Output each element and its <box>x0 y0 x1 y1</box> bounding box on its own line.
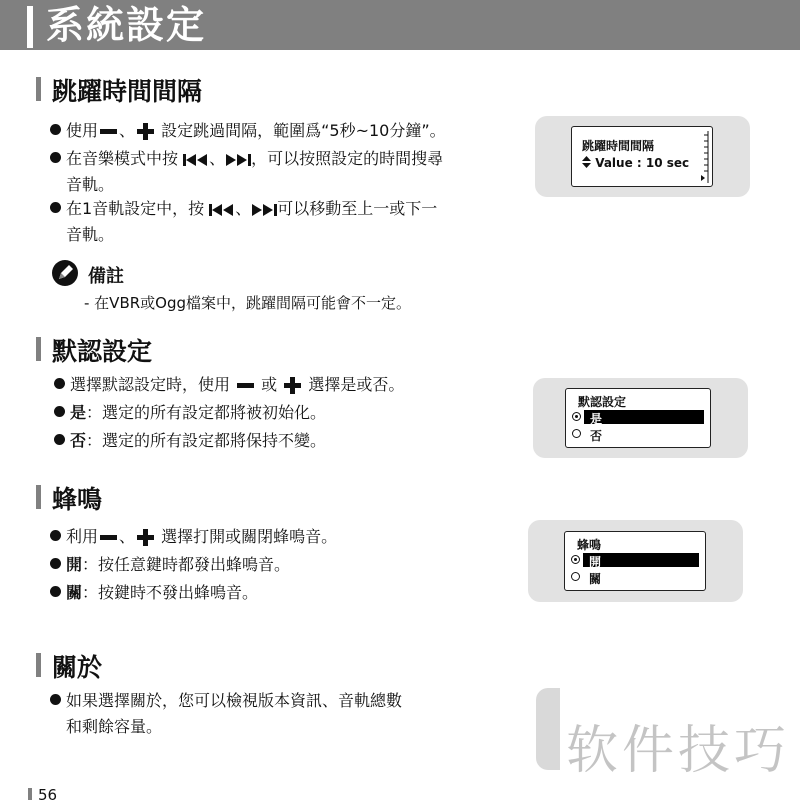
list-item-continuation: 音軌。 <box>66 175 115 194</box>
plus-button-icon <box>137 529 154 546</box>
list-item: 在1音軌設定中，按 、 可以移動至上一或下一 <box>50 196 437 222</box>
minus-button-icon <box>100 129 117 134</box>
list-item: 利用 、 選擇打開或關閉蜂鳴音。 <box>50 524 337 550</box>
list-item: 是：選定的所有設定都將被初始化。 <box>54 400 326 426</box>
list-item: 選擇默認設定時，使用 或 選擇是或否。 <box>54 372 404 398</box>
section-marker <box>36 653 41 677</box>
watermark-bar <box>536 688 560 770</box>
list-item: 在音樂模式中按 、 ，可以按照設定的時間搜尋 <box>50 146 443 172</box>
option-row-selected: 是 <box>584 410 704 424</box>
watermark-text: 软件技巧 <box>566 721 791 781</box>
page-number-marker <box>28 788 32 800</box>
section-title-skip: 跳躍時間間隔 <box>52 77 203 106</box>
bullet-dot <box>50 694 61 705</box>
screen-value: Value : 10 sec <box>595 156 690 170</box>
radio-selected <box>572 412 581 421</box>
list-item-continuation: 音軌。 <box>66 225 115 244</box>
up-down-arrow-icon <box>582 156 591 168</box>
screen-value-row <box>582 156 689 170</box>
note-label: 備註 <box>88 266 124 287</box>
list-item: 使用 、 設定跳過間隔，範圍爲“5秒~10分鐘”。 <box>50 118 446 144</box>
minus-button-icon <box>100 535 117 540</box>
screen-title: 蜂鳴 <box>577 538 602 552</box>
note-text: - 在VBR或Ogg檔案中，跳躍間隔可能會不一定。 <box>84 294 412 312</box>
screen-preview-panel <box>528 520 743 602</box>
header-accent-bar <box>27 6 33 48</box>
option-row: 否 <box>590 429 603 443</box>
device-screen <box>564 531 706 591</box>
section-title-default: 默認設定 <box>52 337 153 366</box>
skip-back-icon <box>183 153 209 167</box>
device-screen <box>571 126 713 187</box>
skip-forward-icon <box>251 203 277 217</box>
page-title: 系統設定 <box>46 3 207 47</box>
list-item-continuation: 和剩餘容量。 <box>66 717 163 736</box>
plus-button-icon <box>137 123 154 140</box>
list-item: 開：按任意鍵時都發出蜂鳴音。 <box>50 552 290 578</box>
radio-unselected <box>571 572 580 581</box>
page-number: 56 <box>38 786 58 800</box>
section-marker <box>36 77 41 101</box>
option-row: 關 <box>589 572 602 586</box>
screen-title: 默認設定 <box>578 395 627 409</box>
scrollbar-ticks <box>701 131 709 183</box>
minus-button-icon <box>237 383 254 388</box>
note-pen-icon <box>52 260 78 286</box>
screen-preview-panel <box>535 116 750 197</box>
bullet-dot <box>54 434 65 445</box>
bullet-dot <box>50 530 61 541</box>
bullet-dot <box>50 586 61 597</box>
radio-unselected <box>572 429 581 438</box>
skip-forward-icon <box>225 153 251 167</box>
section-title-beep: 蜂鳴 <box>52 485 103 514</box>
bullet-dot <box>50 202 61 213</box>
list-item: 否：選定的所有設定都將保持不變。 <box>54 428 326 454</box>
skip-back-icon <box>209 203 235 217</box>
bullet-dot <box>50 124 61 135</box>
bullet-dot <box>54 406 65 417</box>
radio-selected <box>571 555 580 564</box>
screen-title: 跳躍時間間隔 <box>582 139 655 153</box>
list-item: 關：按鍵時不發出蜂鳴音。 <box>50 580 258 606</box>
section-marker <box>36 337 41 361</box>
bullet-dot <box>50 558 61 569</box>
section-marker <box>36 485 41 509</box>
bullet-dot <box>50 152 61 163</box>
section-title-about: 關於 <box>52 653 103 682</box>
screen-preview-panel <box>533 378 748 458</box>
option-row-selected: 開 <box>583 553 699 567</box>
bullet-dot <box>54 378 65 389</box>
plus-button-icon <box>284 377 301 394</box>
list-item: 如果選擇關於，您可以檢視版本資訊、音軌總數 <box>50 688 402 714</box>
header-banner <box>0 0 800 50</box>
device-screen <box>565 388 711 448</box>
